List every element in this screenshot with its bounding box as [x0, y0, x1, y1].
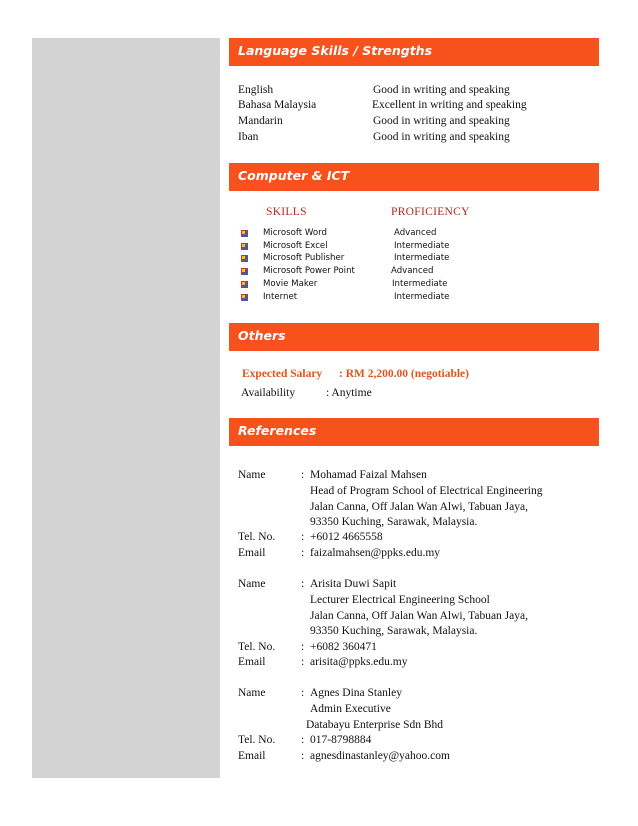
tel-label: Tel. No.: [238, 641, 276, 653]
tel-label: Tel. No.: [238, 734, 276, 746]
availability-value: : Anytime: [326, 387, 372, 399]
skill-level: Intermediate: [392, 279, 448, 289]
email-label: Email: [238, 750, 266, 762]
skill-level: Intermediate: [394, 292, 450, 302]
language-name: Mandarin: [238, 115, 283, 127]
bullet-icon: [241, 294, 248, 301]
skills-header: SKILLS: [266, 206, 307, 218]
reference-name: Agnes Dina Stanley: [310, 687, 402, 699]
availability-label: Availability: [241, 387, 296, 399]
reference-tel: 017-8798884: [310, 734, 372, 746]
section-title-language: Language Skills / Strengths: [238, 43, 433, 58]
tel-label: Tel. No.: [238, 531, 276, 543]
colon: :: [301, 750, 305, 762]
email-label: Email: [238, 547, 266, 559]
reference-detail: Databayu Enterprise Sdn Bhd: [306, 719, 444, 731]
reference-detail: Admin Executive: [310, 703, 391, 715]
skill-name: Microsoft Excel: [263, 241, 328, 251]
section-bar-computer: [229, 163, 599, 191]
reference-email: agnesdinastanley@yahoo.com: [310, 750, 450, 762]
name-label: Name: [238, 578, 266, 590]
reference-name: Arisita Duwi Sapit: [310, 578, 397, 590]
section-bar-language: [229, 38, 599, 66]
skill-name: Movie Maker: [263, 279, 318, 289]
language-level: Good in writing and speaking: [373, 115, 510, 127]
reference-detail: Head of Program School of Electrical Engineering: [310, 485, 543, 497]
reference-detail: Lecturer Electrical Engineering School: [310, 594, 490, 606]
skill-level: Advanced: [394, 228, 437, 238]
skill-name: Microsoft Word: [263, 228, 327, 238]
language-name: English: [238, 84, 274, 96]
reference-email: arisita@ppks.edu.my: [310, 656, 408, 668]
salary-label: Expected Salary: [242, 368, 323, 380]
section-title-references: References: [238, 423, 317, 438]
reference-detail: 93350 Kuching, Sarawak, Malaysia.: [310, 516, 478, 528]
skill-name: Microsoft Publisher: [263, 253, 345, 263]
language-level: Excellent in writing and speaking: [372, 99, 527, 111]
reference-detail: 93350 Kuching, Sarawak, Malaysia.: [310, 625, 478, 637]
proficiency-header: PROFICIENCY: [391, 206, 470, 218]
name-label: Name: [238, 469, 266, 481]
sidebar-panel: [32, 38, 220, 778]
colon: :: [301, 734, 305, 746]
bullet-icon: [241, 281, 248, 288]
bullet-icon: [241, 255, 248, 262]
reference-tel: +6082 360471: [310, 641, 377, 653]
section-title-computer: Computer & ICT: [238, 168, 350, 183]
reference-name: Mohamad Faizal Mahsen: [310, 469, 427, 481]
bullet-icon: [241, 243, 248, 250]
language-name: Bahasa Malaysia: [238, 99, 317, 111]
reference-detail: Jalan Canna, Off Jalan Wan Alwi, Tabuan Jaya,: [310, 610, 528, 622]
email-label: Email: [238, 656, 266, 668]
skill-level: Intermediate: [394, 253, 450, 263]
colon: :: [301, 547, 305, 559]
section-title-others: Others: [238, 328, 286, 343]
reference-tel: +6012 4665558: [310, 531, 383, 543]
colon: :: [301, 641, 305, 653]
colon: :: [301, 531, 305, 543]
language-name: Iban: [238, 131, 259, 143]
section-bar-references: [229, 418, 599, 446]
skill-name: Internet: [263, 292, 298, 302]
skill-name: Microsoft Power Point: [263, 266, 355, 276]
bullet-icon: [241, 230, 248, 237]
language-level: Good in writing and speaking: [373, 131, 510, 143]
skill-level: Advanced: [391, 266, 434, 276]
reference-email: faizalmahsen@ppks.edu.my: [310, 547, 441, 559]
colon: :: [301, 687, 305, 699]
skill-level: Intermediate: [394, 241, 450, 251]
salary-value: : RM 2,200.00 (negotiable): [339, 368, 469, 380]
colon: :: [301, 656, 305, 668]
language-level: Good in writing and speaking: [373, 84, 510, 96]
bullet-icon: [241, 268, 248, 275]
colon: :: [301, 469, 305, 481]
colon: :: [301, 578, 305, 590]
section-bar-others: [229, 323, 599, 351]
reference-detail: Jalan Canna, Off Jalan Wan Alwi, Tabuan Jaya,: [310, 501, 528, 513]
name-label: Name: [238, 687, 266, 699]
